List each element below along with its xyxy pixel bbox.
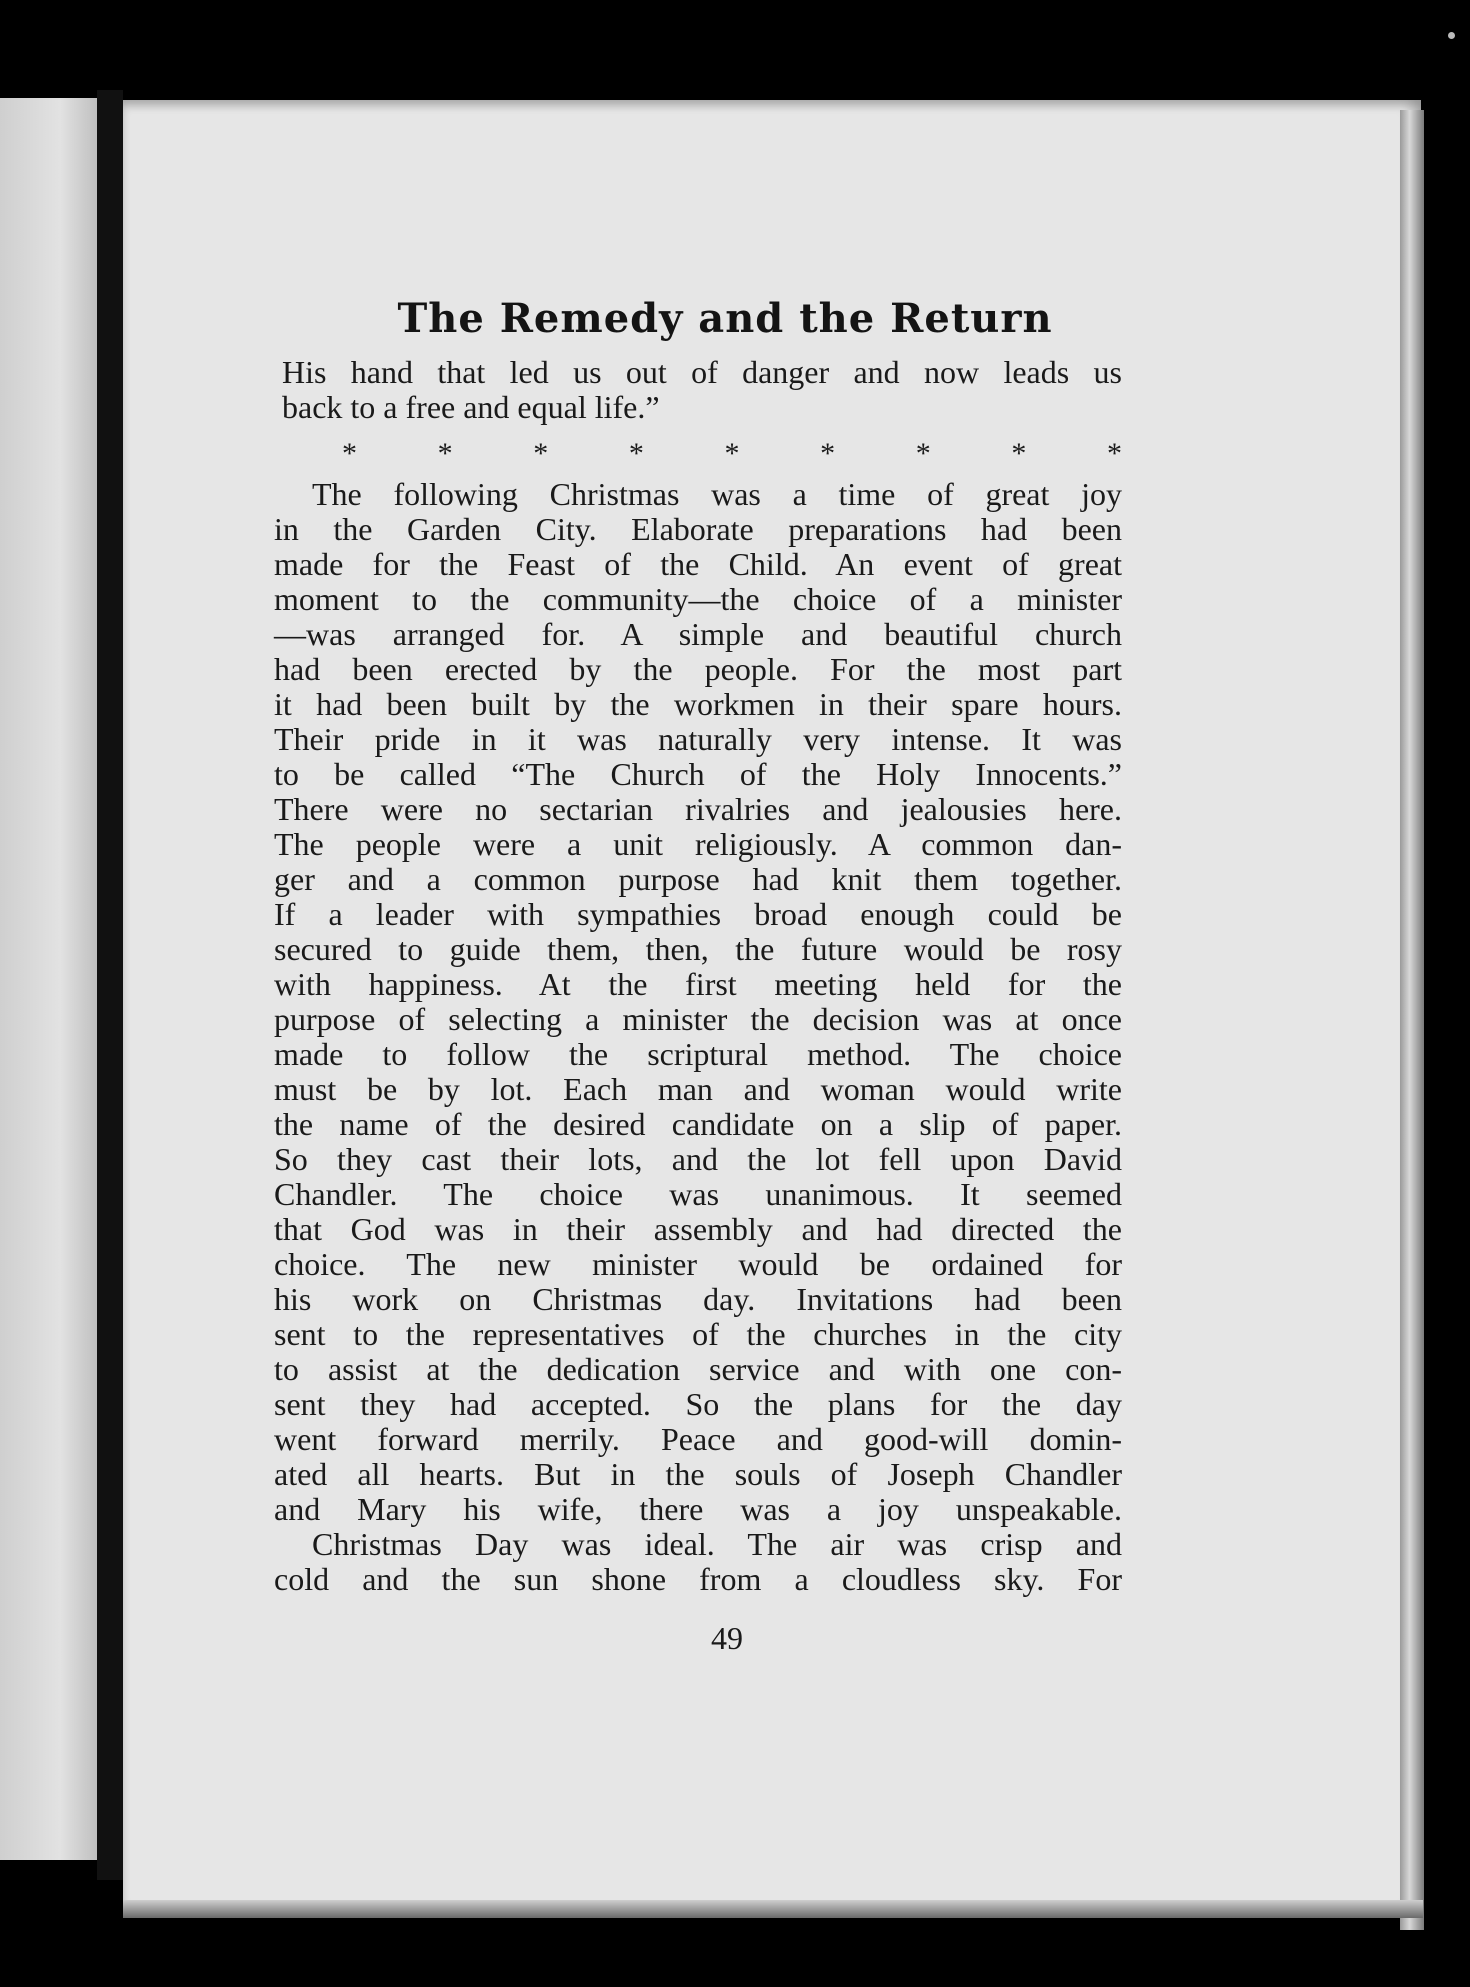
text-line: must be by lot. Each man and woman would write	[274, 1071, 1122, 1107]
text-line: sent they had accepted. So the plans for the day	[274, 1386, 1122, 1422]
text-line: back to a free and equal life.”	[282, 389, 660, 425]
text-line: it had been built by the workmen in their spare hours.	[274, 686, 1122, 722]
star: *	[437, 437, 453, 470]
star: *	[724, 437, 740, 470]
text-line: to assist at the dedication service and with one con-	[274, 1351, 1122, 1387]
text-line: cold and the sun shone from a cloudless sky. For	[274, 1561, 1122, 1597]
text-line: made to follow the scriptural method. The choice	[274, 1036, 1122, 1072]
text-line: made for the Feast of the Child. An event of great	[274, 546, 1122, 582]
text-line: that God was in their assembly and had directed the	[274, 1211, 1122, 1247]
text-line: —was arranged for. A simple and beautiful church	[274, 616, 1122, 652]
text-line: had been erected by the people. For the most part	[274, 651, 1122, 687]
text-line: His hand that led us out of danger and now leads us	[282, 354, 1122, 390]
star: *	[533, 437, 549, 470]
text-line: So they cast their lots, and the lot fell upon David	[274, 1141, 1122, 1177]
text-line: in the Garden City. Elaborate preparations had been	[274, 511, 1122, 547]
book-gutter	[97, 90, 123, 1880]
text-line: If a leader with sympathies broad enough could be	[274, 896, 1122, 932]
text-line: his work on Christmas day. Invitations had been	[274, 1281, 1122, 1317]
text-line: to be called “The Church of the Holy Innocents.”	[274, 756, 1122, 792]
text-line: The people were a unit religiously. A common dan-	[274, 826, 1122, 862]
text-line: with happiness. At the first meeting held for the	[274, 966, 1122, 1002]
star: *	[915, 437, 931, 470]
text-line: secured to guide them, then, the future would be rosy	[274, 931, 1122, 967]
text-line: ger and a common purpose had knit them together.	[274, 861, 1122, 897]
running-head: The Remedy and the Return	[397, 295, 1053, 342]
page-right-edge	[1400, 110, 1424, 1930]
section-break-stars	[282, 425, 1122, 477]
text-line: The following Christmas was a time of great joy	[312, 476, 1122, 512]
star: *	[342, 437, 357, 470]
page-number: 49	[711, 1620, 743, 1656]
text-line: There were no sectarian rivalries and jealousies here.	[274, 791, 1122, 827]
text-line: choice. The new minister would be ordained for	[274, 1246, 1122, 1282]
star: *	[820, 437, 836, 470]
text-line: and Mary his wife, there was a joy unspeakable.	[274, 1491, 1122, 1527]
text-line: the name of the desired candidate on a slip of paper.	[274, 1106, 1122, 1142]
star: *	[1107, 437, 1122, 470]
page-bottom-edge	[123, 1900, 1423, 1918]
text-line: went forward merrily. Peace and good-will domin-	[274, 1421, 1122, 1457]
text-line: sent to the representatives of the churches in the city	[274, 1316, 1122, 1352]
text-line: ated all hearts. But in the souls of Joseph Chandler	[274, 1456, 1122, 1492]
body-text	[274, 354, 1122, 1597]
text-line: Their pride in it was naturally very intense. It was	[274, 721, 1122, 757]
star: *	[628, 437, 644, 470]
scan-mark	[1448, 32, 1455, 39]
star: *	[1011, 437, 1027, 470]
text-line: purpose of selecting a minister the decision was at once	[274, 1001, 1122, 1037]
previous-page-edge	[0, 98, 100, 1860]
text-line: Chandler. The choice was unanimous. It seemed	[274, 1176, 1122, 1212]
text-line: moment to the community—the choice of a minister	[274, 581, 1122, 617]
text-line: Christmas Day was ideal. The air was crisp and	[312, 1526, 1122, 1562]
